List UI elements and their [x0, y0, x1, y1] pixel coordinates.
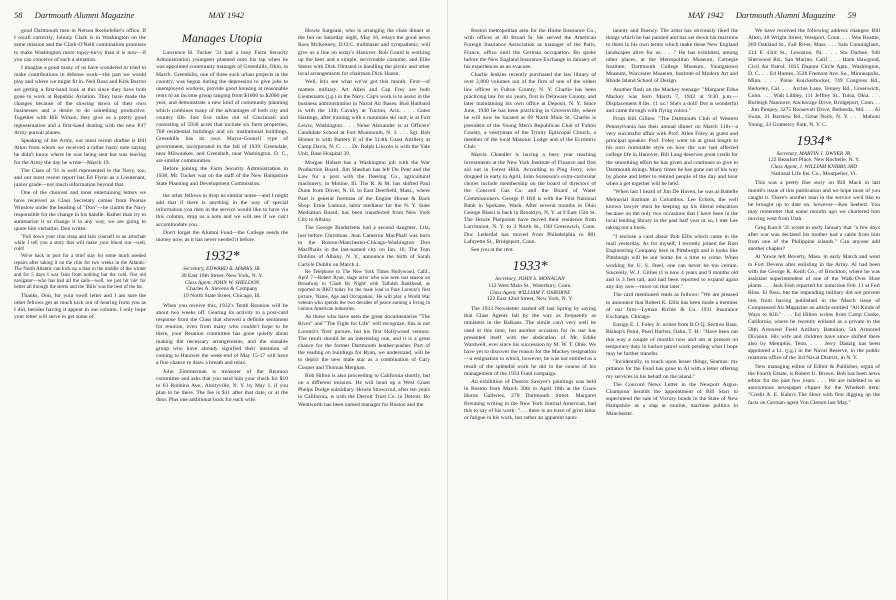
paragraph: Another flash on the Mackey menage: "Margaret Edna Mackey was born March 7, 1942 at 9:30 p.m.—Displacement 8 lbs. 11 oz.! She's a doll! Dot is wonderful and came through with flying colors."	[606, 86, 738, 115]
agent-address: 122 East 42nd Street, New York, N. Y.	[486, 296, 574, 303]
left-column-2	[156, 28, 288, 594]
paragraph: "Incidentally, to touch upon lesser things, Seamus: my pittance for the Fund has gone to Al with a letter offering my services in his behalf on the island."	[606, 359, 738, 380]
paragraph: The 1933 Newsletter started off last Spring by saying that Class Agents fall by the way as frequently as ministers in the Balkans. The simile can't very well be used at this time, but another occasion for its use has presented itself with the abdication of Mr. Eddie Wardwell, ever since his succession by M. W. T. Ohle. We have yet to discover the reason for the Mackey resignation—a resignation to which, however, he was not entitled as a result of the splendid work he did in the course of his management of the 1933 Fund campaign.	[464, 305, 596, 377]
class-agent: Class Agent, J. WILLIAM KNIBBS 3RD	[770, 164, 858, 171]
paragraph: The card mentioned reads as follows: "We are pleased to announce that Robert K. Ellis has been made a member of our firm—Lyman Richie & Co. 1931 Insurance Exchange, Chicago.	[606, 292, 738, 320]
paragraph: John Zimmerman is treasurer of the Reunion committee and asks that you send him your check for $10 to 63 Robbins Ave., Amityville, N. Y. by May 1, if you plan to be there. The fee is $11 after that date, or at the door. Plus one additional buck for each wife.	[156, 368, 288, 404]
right-column-1	[464, 28, 596, 594]
quoted-letter: "Pull down your chin strap and lash yourself in an armchair while I tell you a story that will make your blood run—well, cold!	[14, 234, 146, 253]
class-agent: Class Agent, WILLIAM T. OSBORNE	[489, 289, 571, 296]
magazine-title: Dartmouth Alumni Magazine	[34, 10, 135, 20]
paragraph: An exhibition of Dunton Sawyer's paintings was held in Boston from March 30th to April 18th at the Grace Horne Galleries, 270 Dartmouth Street. Margaret Breuning writing in the New York Journal American, had this to say of his work: ". . . there is no trace of grim labor or fatigue in his work, but rather an apparent spon-	[464, 378, 596, 421]
class-secretary: Secretary, MARTIN J. DWYER JR.	[776, 150, 852, 157]
news-wire-quote: Re Telephone to The New York Times Hollywood, Calif., April 7—Robert Ryan, stage actor who was seen last season on Broadway in 'Clash By Night' with Tallulah Bankhead, as reported to RKO today for the male lead in Pare Lorentz's first picture, 'Name, Age and Occupation.' He will play a World War veteran who spends the two decades of peace earning a living in various American industries.	[298, 269, 430, 312]
right-column-3	[748, 28, 880, 594]
class-secretary: Secretary, EDWARD B. MARKS JR.	[183, 266, 261, 273]
paragraph: Bob Hilton is also proceeding to California shortly, but on a different mission. He will head up a West Coast Phelps Dodge subsidiary. Howie Strawcoul, after ten years in California, is with the Detroit Trust Co. in Detroit. Bo Wentworth has been named manager for Boston and the	[298, 372, 430, 408]
paragraph: As those who have seen the great documentaries "The River" and "The Fight for Life" will recognize, this is not Lorentz's 'first' picture, but his first Hollywood venture. The result should be an interesting one, and it is a great chance for the former Dartmouth leather-pusher. Part of the reading on buildings for Ryan, we understand, will be to depict the new male star as a combination of Gary Cooper and Thomas Meighan.	[298, 314, 430, 371]
issue-date: MAY 1942	[688, 10, 724, 20]
secretary-address: 112 West Main St., Waterbury, Conn.	[488, 282, 572, 289]
paragraph: "I enclose a card about Bob Ellis which came in the mail yesterday. As for myself, I recently joined the Rust Engineering Company here in Pittsburgh and it looks like Pittsburgh will be our home for a time to come. When working for U. S. Steel, one can never be too certain. Sincerely, W. J. Gillies (I is now 4 years and 9 months old and is 3 feet tall, and had been reported to expand again any day now—more on that later."	[606, 233, 738, 291]
agent-company: Charles A. Stevens & Company	[186, 286, 258, 293]
paragraph: Well, let's see what we've got this month. First—of matters military. Art Allen and Cap Frey are both Lieutenants (j.g.) in the Navy. Cap's work is to assist in the business administration in Naval Air Bases. Bud Hubbard is with the 14th Cavalry at Tucson, Ariz. . . . Gates Hastings, after training with a mountain ski unit, is at Fort Lewis, Washington . . . Nelse Alexander is at Officers' Candidate School at Fort Monmouth, N. J. . . . Sgt. Bob Homer is with Battery E of the 514th Coast Artillery at Camp Davis, N. C. . . . Dr. Ralph Lincoln is with the Yale Unit, Base Hospital 39.	[298, 79, 430, 158]
paragraph: Boston metropolitan area for the Home Insurance Co., with offices at 40 Broad St. He served the American Foreign Insurance Association as manager of the Paris, France, office until the German occupation. Bo spoke before the New England Insurance Exchange in January of his experiences as an evacuee.	[464, 28, 596, 71]
paragraph: The Class of '31 is well represented in the Navy, too, and our most recent report has Ed Flynn as a Lieutenant, junior grade—not much information beyond that.	[14, 167, 146, 189]
class-year-heading: 1932*	[204, 249, 240, 265]
right-page	[448, 0, 896, 600]
paragraph: Before joining the Farm Security Administration in 1938, Mr. Tucker was on the staff of the New Hampshire State Planning and Development Commission.	[156, 166, 288, 187]
right-column-2	[606, 28, 738, 594]
paragraph: Speaking of the Army, our most recent draftee is Bill Alton from whom we received a rather hasty note saying he didn't know where he was being sent but was leaving for the Army the day he wrote—March 19.	[14, 138, 146, 166]
paragraph: Howie Sargeant, who is arranging the class dinner at the Inn on Saturday night, May 16, relays the good news Ross McKenney, D.O.C. trailblazer and sympathetic, will give us a line on today's Hanover. Bob Gould is working up the beer and a simple, serviceable costume, and Ellie Steers with Dick Olmsted is handling the picnic and other local arrangements for chairman Dick Hazen.	[298, 28, 430, 78]
class-year-heading: 1934*	[796, 133, 832, 149]
paragraph: Ensign E. J. Foley Jr. writes from B.O.Q. Section Base, Bishop's Point, Pearl Harbor, Oahu, T. H.: "Have been out this way a couple of months now and am at present on temporary duty in harbor patrol work pending what I hope may be further transfer.	[606, 322, 738, 357]
article-title: Manages Utopia	[181, 31, 263, 45]
paragraph: the other fellows to drop us similar notes—and I might add that if there is anything in the way of special information you men in the service would like to have via this column, drop us a note and we will see if we can't accommodate you.	[156, 192, 288, 228]
class-agent: Class Agent, JOHN W. SHELDON	[184, 279, 260, 286]
secretary-address: 122 Beaufort Place, New Rochelle, N. Y.	[768, 157, 860, 164]
paragraph: One of the choicest and most entertaining letters we have received as Class Secretary comes from Pearsie Winslow under the heading of "Don"—he claims the Navy responsible for the change in his handle. Rather than try to summarize it or change it in any way, we are going to quote him verbatim. Don writes:	[14, 190, 146, 233]
issue-date: MAY 1942	[208, 10, 245, 20]
agent-address: National Life Ins. Co., Montpelier, Vt.	[770, 170, 858, 177]
left-page-header	[14, 10, 244, 20]
paragraph: Thanks, Don, for your swell letter and I am sure the other fellows get as much kick out of hearing from you as I did, besides having it appear in our column. I only hope your letter will serve to get some of	[14, 292, 146, 321]
paragraph: New managing editor of Editor & Publisher, organ of the Fourth Estate, is Robert U. Brown. Bob has been news editor for the past few years. . . . We are indebted to an anonymous newspaper clipper for the Windsell item: "Credit A. E. Kahn's The Hour with first digging up the facts on German agent Von Clemm last May."	[748, 363, 880, 406]
page-number: 59	[847, 10, 857, 20]
paragraph: When you receive this, 1932's Tenth Reunion will be about two weeks off. Gearing its activity to a post-card response from the Class that showed a definite sentiment for reunion, even from many who couldn't hope to be there, your Reunion committee has gone quietly about making the necessary arrangements, and the sizeable group who have already signified their intention of coming to Hanover the week-end of May 15-17 will have a fine chance to draw a breath and relax.	[156, 302, 288, 367]
paragraph: good Dartmouth men in Nelson Rockefeller's office. If I recall correctly, Johnny Clark is in Washington on the same mission and the Clark-O'Neill combination promises to make Washington more topsy-turvy than it is now—if you can conceive of such a situation.	[14, 28, 146, 63]
paragraph: I imagine a good many of us have wondered or tried to make contributions in defense work—the part we would play and where we might fit in. Neil Ross and Kirk Barron are getting a first-hand look at this since they have both gone to work at Republic Aviation. They have made the changes because of the slowing down of their own businesses and a desire to do something productive. Together with Bill Wilson, they give us a pretty good representation and a first-hand dealing with the new P47 Army pursuit planes.	[14, 65, 146, 136]
paragraph: We have received the following address changes: Bill Alton, 48 Wright Street, Westport, Conn. . . . Wes Beattie, 269 Oakland St., Fall River, Mass. . . . Sam Cunningham, 314 E 43rd St., Lewiston, Pa. . . . Stu Darbee, 946 Sherwood Rd., San Marino, Calif. . . . Hank Hawgood, Civil Air Patrol, 1015 Dupont Circle Apts., Washington, D. C. . . . Ed Humes, 3528 Fremont Ave. So., Minneapolis, Minn. . . . Paine Knickerbocker, 749 Congress Rd., Berkeley, Cal. . . . Archie Lane, Tenney Rd., Greenwich, Conn. . . . Walt Libbey, 111 Jeffrey St., Tulsa, Okla. . . . Burleigh Nanmore, Anchorage Drive, Bridgeport, Conn. . . . Jim Pimpey, 3275 Roosevelt Drive, Bethesda, Md. . . . Al Swan, 21 Barstow Rd., Great Neck, N. Y. . . . Mahoni Young, 24 Gramercy Park, N. Y. C.	[748, 28, 880, 128]
left-column-1	[14, 28, 146, 594]
paragraph: Don't forget the Alumni Fund—the College needs the money now, as it has never needed it before.	[156, 229, 288, 244]
paragraph: See you at the rent.	[471, 247, 515, 254]
quoted-letter: We're back in port for a brief stay for some much needed repairs after taking it on the chin for two weeks in the Atlantic. The North Atlantic can kick up a dust in the middle of the winter and for 5 days I was faint from nothing but the cold. Our old navigator—who has had all the sails—well, we just hit 'ole' for better all through the storm and the 'Bills' was the best of the lot.	[14, 254, 146, 291]
paragraph: Greg Karch '35 wrote in early January that "a few days after war was declared his mother had a cable from him from one of the Philippine islands." Can anyone add another chapter?	[748, 224, 880, 253]
paragraph: taneity and fluency. The artist has obviously liked the things which he has painted and has set down his reactions to them in his own terms which make these New England landscapes alive for us. . . ." He has exhibited, among other places, at the Metropolitan Museum, Carnegie Institute, Dartmouth College Museum, Youngstown Museum, Worcester Museum, Institute of Modern Art and Rhode Island School of Design.	[606, 28, 738, 85]
paragraph: The George Bradstreets had a second daughter, Lila, just before Christmas. Jean Cameron MacPhail was born to the Boston-Manchester-Chicago-Washington Don MacPhails in the last-named city on Jan. 16. The Tom Dublins of Albany, N. Y., announce the birth of Sarah Carlyle Dublin on March 4.	[298, 225, 430, 268]
paragraph: Lawrence H. Tucker '31 had a busy Farm Security Administration youngster planned onto his lap when he was appointed community manager of Greenhills, Ohio, in March. Greenhills, one of three such urban projects in the country, was begun during the depression to give jobs to unemployed workers, provide good housing at reasonable rents to an income group ranging from $1000 to $2000 per year, and demonstrate a new kind of community planning which combines many of the advantages of both city and country life. Just five miles out of Cincinnati and consisting of 5930 acres that include six farm properties, 768 residential buildings and six institutional buildings, Greenhills has its own Mayor-Council type of government, incorporated in the fall of 1939. Greendale, near Milwaukee, and Greenbelt, near Washington, D. C., are similar communities.	[156, 50, 288, 165]
paragraph: From Bill Gillies: "The Dartmouth Club of Western Pennsylvania has their annual dinner on March 11th—a very successful affair with Prof. Allen Foley as guest and principal speaker. Prof. Foley went on at great length in his own inimitable style on how the war had affected college life in Hanover. Bill Lang deserves great credit for the smoothing effort he has given and continues to give to Dartmouth doings. Many times he has gone out of his way by phone and letter to remind people of the day and hour when a get together will be held.	[606, 116, 738, 188]
paragraph: Charlie Jenkins recently purchased the law library of over 2,000 volumes out of the firm of one of the oldest law offices in Fulton County, N. Y. Charlie has been practicing law for six years, first in Delaware County, and later maintaining his own office at Deposit, N. Y. Since June, 1940 he has been practicing in Gloversville, where he will now be located at 69 North Main St. Charlie is president of the Young Men's Republican Club of Fulton County, a vestryman of the Trinity Episcopal Church, a member of the local Masonic Lodge and of the Eccentric Club.	[464, 72, 596, 151]
secretary-address: 30 East 10th Street, New York, N. Y.	[180, 272, 264, 279]
paragraph: Morgan Hobart has a Washington job with the War Production Board. Jim Sheehan has left Du Pont and the Law for a post with the Deering Co., agricultural machinery, in Moline, Ill. The R. & M. has shifted Paul Dunn from Dover, N. H. to East Deerfield, Mass., where Paul is general foreman of the Engine House & Back Shop. Ernie Lamour, labor mediator for the N. Y. State Mediation Board, has been transferred from New York City to Albany.	[298, 159, 430, 224]
paragraph: Al Yawie left Beverly, Mass. in early March and went to Fort Devens after enlisting in the Army. Al had been with the George R. Keith Co., of Brockton, where he was assistant superintendent of one of the Walk-Over Shoe plants. . . . Jack Fesh reported for induction Feb. 11 at Fort Bliss. El Paso, but the impending military did not prevent him from having published in the March issue of Compressed Air Magazine an article entitled "All Kinds of Ways to Kill." . . . Ed Hilton writes from Camp Cooke, California, where he recently enlisted as a private in the 58th Armored Field Artillery Battalion, 5th Armored Division. His wife and children have since shifted there also by Memphis, Tenn. . . . Jerry Danzig has been appointed a Lt. (j.g.) in the Naval Reserve, in the public relations office of the 3rd Naval District, in N. Y.	[748, 254, 880, 362]
left-column-3	[298, 28, 430, 594]
right-page-header	[688, 10, 856, 20]
paragraph: "When last I heard of Jim De Haven, he was at Battelle Memorial Institute in Columbus. Lee Echols, the well known lawyer must be keeping up his liberal education because on the only two occasions that I have been in the local lending library in the past half year or so, I met Lee taking out a book.	[606, 189, 738, 232]
paragraph: Marcie Chandler is having a busy year teaching investments at the New York Institute of Finance and first aid out in Forest Hills. According to Ping Ferry, who dropped in early in April, John Sorenson's extra-curricular chores include membership on the board of directors of the Concord Gas Co. and the Board of Water Commissioners. George P. Hill is with the First National Bank in Spokane, Wash. After several months in Ohio George Blaisi is back in Brooklyn, N. Y. at 9 East 15th St. The Howie Pierpoints have moved their residence from Larchmont, N. Y. to 3 North St., Old Greenwich, Conn. Doc Lederdal has moved from Philadelphia to 881 Lafayette St., Bridgeport, Conn.	[464, 152, 596, 245]
class-year-heading: 1933*	[512, 259, 548, 275]
paragraph: This was a pretty fine story on Bill Mack in last month's issue of this publication and we hope most of you caught it. There's another man in the service we'd like to be brought up to date on, however—Ken Seebert. You may remember that some months ago we chartered him moving west from Utah.	[748, 180, 880, 223]
class-secretary: Secretary, JOHN S. MONAGAN	[495, 276, 565, 283]
magazine-title: Dartmouth Alumni Magazine	[735, 10, 836, 20]
agent-address: 19 North State Street, Chicago, Ill.	[183, 292, 261, 299]
page-number: 58	[14, 10, 23, 20]
paragraph: The Concord News Letter in the Newport Argus-Champion heralds the appointment of Bill Starr to superintend the sale of Victory bonds in the State of New Hampshire as a slap at routine, machine politics in Manchester.	[606, 381, 738, 417]
